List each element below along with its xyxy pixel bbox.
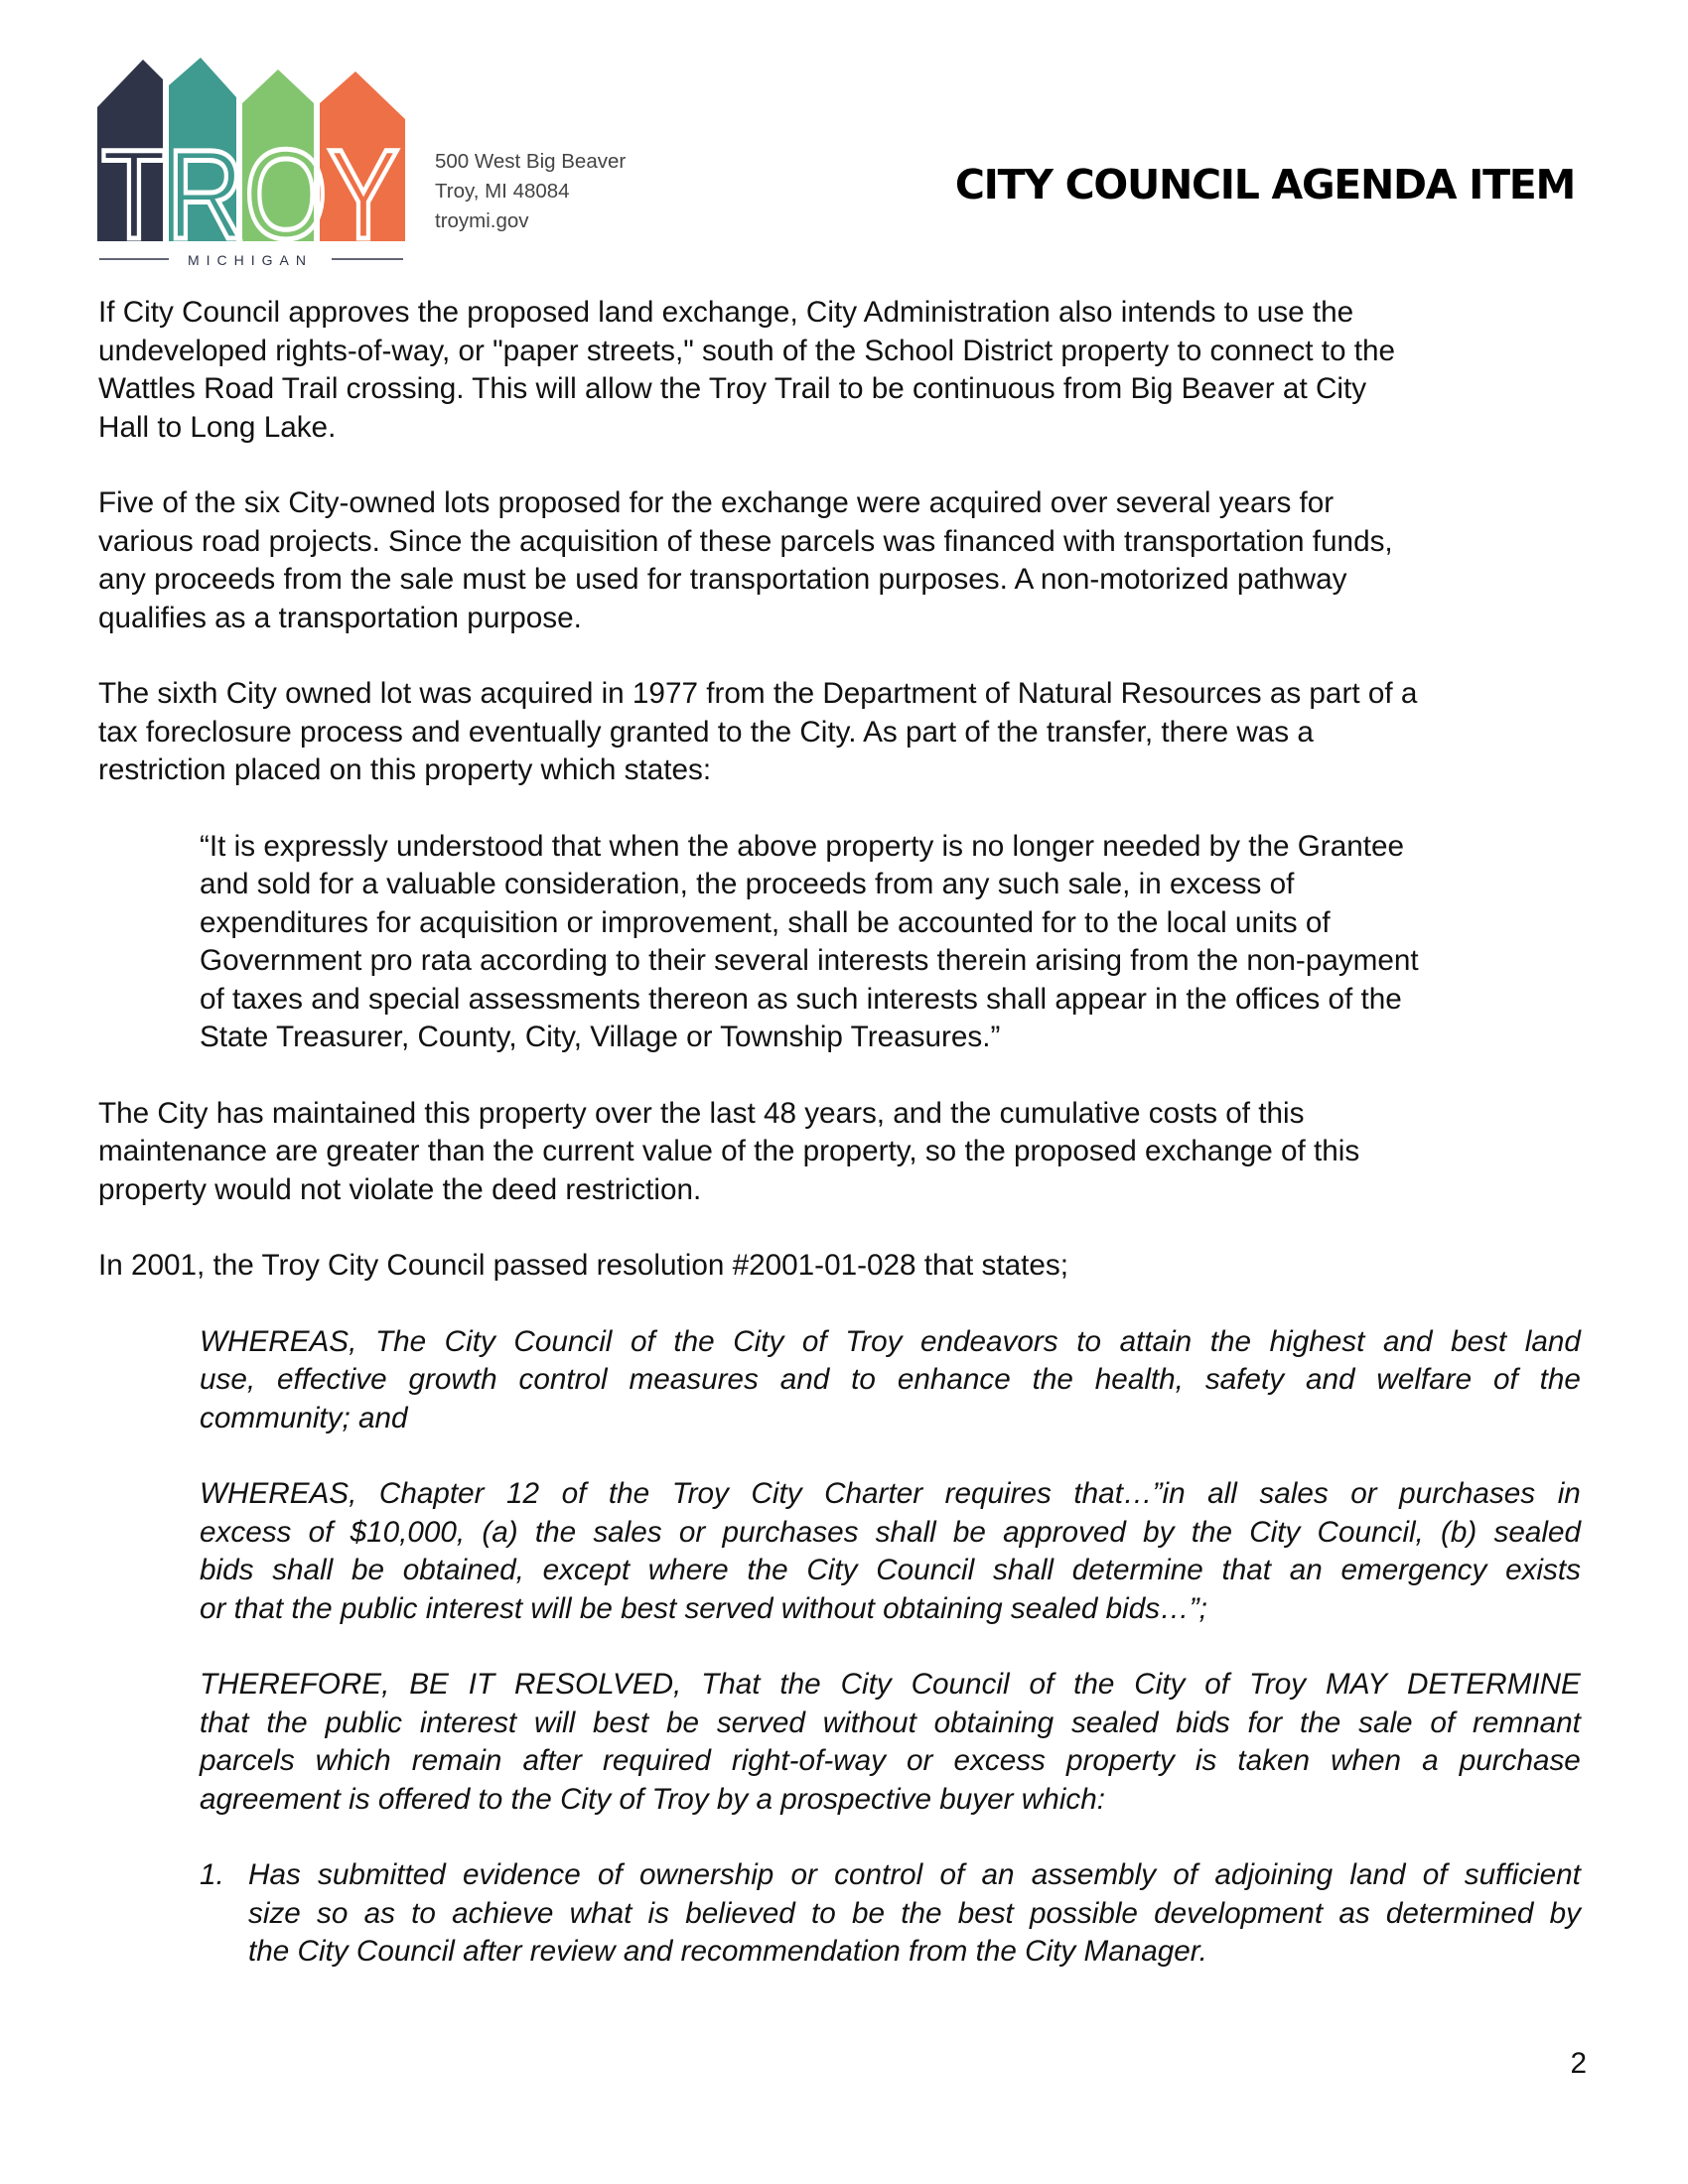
address-line-website: troymi.gov — [435, 209, 529, 232]
word: Council — [513, 1324, 613, 1358]
word: IT — [468, 1668, 495, 1701]
text-line: expenditures for acquisition or improvement, shall be accounted for to the local units of — [200, 905, 1331, 939]
word: shall — [272, 1554, 334, 1586]
address-line-street: 500 West Big Beaver — [435, 150, 627, 173]
word: size — [248, 1896, 301, 1930]
page-title: CITY COUNCIL AGENDA ITEM — [954, 161, 1575, 208]
text-line — [200, 1361, 1581, 1400]
word: the — [779, 1668, 821, 1701]
word: except — [542, 1554, 631, 1586]
word: endeavors — [920, 1324, 1058, 1358]
word: or — [790, 1858, 817, 1891]
text-line — [200, 1742, 1581, 1781]
text-line — [200, 1552, 1581, 1590]
text-line — [200, 1666, 1581, 1705]
word: is — [647, 1896, 669, 1930]
text-line: or that the public interest will be best served without obtaining sealed bids…”; — [200, 1591, 1207, 1625]
resolution-list-item-1 — [200, 1856, 1588, 1972]
word: Chapter — [378, 1477, 485, 1510]
word: DETERMINE — [1407, 1668, 1581, 1701]
word: determine — [1071, 1554, 1203, 1586]
word: welfare — [1376, 1363, 1473, 1396]
page-number: 2 — [1570, 2047, 1587, 2080]
resolution-therefore — [200, 1666, 1588, 1819]
text-line: agreement is offered to the City of Troy by a prospective buyer which: — [200, 1782, 1105, 1816]
word: the — [1073, 1668, 1115, 1701]
word: attain — [1119, 1324, 1193, 1358]
text-line: property would not violate the deed restriction. — [98, 1172, 702, 1206]
word: best — [957, 1896, 1014, 1930]
word: and — [779, 1363, 830, 1396]
text-line: tax foreclosure process and eventually granted to the City. As part of the transfer, there was a — [98, 715, 1314, 749]
word: City — [733, 1324, 784, 1358]
text-line: any proceeds from the sale must be used for transportation purposes. A non-motorized pathway — [98, 563, 1347, 596]
word: WHEREAS, — [200, 1477, 357, 1510]
word: the — [1209, 1324, 1252, 1358]
word: growth — [408, 1363, 497, 1396]
word: interest — [419, 1706, 517, 1739]
word: the — [608, 1477, 650, 1510]
word: determined — [1385, 1896, 1534, 1930]
word: City — [806, 1554, 858, 1586]
document-body — [98, 294, 1588, 2009]
text-line — [248, 1856, 1581, 1895]
word: ownership — [639, 1858, 774, 1891]
word: of — [1492, 1363, 1518, 1396]
word: of — [630, 1324, 655, 1358]
word: to — [411, 1896, 436, 1930]
word: control — [518, 1363, 608, 1396]
word: the — [1032, 1363, 1073, 1396]
word: achieve — [452, 1896, 554, 1930]
word: purchases — [1399, 1477, 1536, 1510]
word: evidence — [462, 1858, 581, 1891]
text-line — [200, 1475, 1581, 1514]
word: Council — [876, 1554, 975, 1586]
text-line — [248, 1895, 1581, 1934]
word: remnant — [1472, 1706, 1581, 1739]
text-line: undeveloped rights-of-way, or "paper streets," south of the School District property to connect to the — [98, 334, 1396, 367]
word: to — [851, 1363, 876, 1396]
word: of — [1204, 1668, 1230, 1701]
text-line: State Treasurer, County, City, Village or Township Treasures.” — [200, 1021, 1001, 1053]
word: a — [1422, 1744, 1439, 1777]
word: what — [569, 1896, 633, 1930]
paragraph-transportation-funds — [98, 484, 1588, 637]
word: Council, — [1317, 1515, 1424, 1549]
word: development — [1154, 1896, 1324, 1930]
word: shall — [992, 1554, 1055, 1586]
word: required — [602, 1744, 711, 1777]
word: purchase — [1459, 1744, 1581, 1777]
word: when — [1331, 1744, 1402, 1777]
logo-subtext: MICHIGAN — [188, 252, 313, 268]
word: Troy — [845, 1324, 903, 1358]
word: that — [1221, 1554, 1272, 1586]
word: adjoining — [1214, 1858, 1334, 1891]
word: requires — [944, 1477, 1052, 1510]
list-number: 1. — [200, 1858, 224, 1891]
word: RESOLVED, — [513, 1668, 682, 1701]
text-line: Government pro rata according to their several interests therein arising from the non-payment — [200, 944, 1419, 977]
word: assembly — [1031, 1858, 1157, 1891]
word: to — [1076, 1324, 1101, 1358]
text-line: maintenance are greater than the current value of the property, so the proposed exchange of this — [98, 1135, 1360, 1167]
word: of — [561, 1477, 587, 1510]
word: effective — [277, 1363, 387, 1396]
word: BE — [409, 1668, 449, 1701]
word: exists — [1505, 1554, 1581, 1586]
text-line: If City Council approves the proposed land exchange, City Administration also intends to use the — [98, 296, 1354, 329]
word: 12 — [506, 1477, 540, 1510]
word: after — [522, 1744, 582, 1777]
list-item-text — [248, 1856, 1588, 1972]
deed-restriction-quote — [200, 828, 1588, 1057]
word: an — [981, 1858, 1015, 1891]
word: Council — [911, 1668, 1010, 1701]
word: control — [834, 1858, 923, 1891]
word: of — [1029, 1668, 1055, 1701]
word: Charter — [824, 1477, 923, 1510]
word: (a) — [482, 1515, 518, 1549]
text-line: Wattles Road Trail crossing. This will allow the Troy Trail to be continuous from Big Beaver at City — [98, 372, 1367, 405]
city-address — [435, 147, 626, 236]
word: the — [1300, 1706, 1341, 1739]
word: best — [1451, 1324, 1507, 1358]
word: by — [1549, 1896, 1581, 1930]
word: be — [665, 1706, 700, 1739]
word: $10,000, — [350, 1515, 466, 1549]
word: an — [1289, 1554, 1323, 1586]
word: land — [1349, 1858, 1406, 1891]
word: best — [593, 1706, 649, 1739]
text-line: The sixth City owned lot was acquired in 1977 from the Department of Natural Resources as part of a — [98, 677, 1418, 710]
word: or — [1350, 1477, 1377, 1510]
word: to — [811, 1896, 836, 1930]
word: right-of-way — [731, 1744, 886, 1777]
paragraph-trail-connection — [98, 294, 1588, 447]
word: Troy — [1248, 1668, 1307, 1701]
text-line: “It is expressly understood that when the above property is no longer needed by the Grantee — [200, 829, 1404, 863]
word: be — [851, 1896, 885, 1930]
word: all — [1207, 1477, 1237, 1510]
word: and — [1305, 1363, 1355, 1396]
word: property — [1065, 1744, 1175, 1777]
word: WHEREAS, — [200, 1324, 357, 1358]
word: excess — [200, 1515, 292, 1549]
word: excess — [953, 1744, 1046, 1777]
word: public — [325, 1706, 403, 1739]
logo-wordmark: TROY — [101, 124, 399, 266]
word: by — [1143, 1515, 1175, 1549]
word: be — [952, 1515, 986, 1549]
word: Has — [248, 1858, 301, 1891]
word: so — [317, 1896, 349, 1930]
word: approved — [1003, 1515, 1126, 1549]
word: safety — [1204, 1363, 1285, 1396]
word: the — [1191, 1515, 1232, 1549]
word: sealed — [1070, 1706, 1159, 1739]
text-line: qualifies as a transportation purpose. — [98, 601, 582, 634]
word: and — [1382, 1324, 1433, 1358]
paragraph-maintenance-costs — [98, 1095, 1588, 1210]
troy-logo-graphic — [95, 58, 413, 276]
word: or — [678, 1515, 706, 1549]
word: obtained, — [402, 1554, 524, 1586]
text-line — [200, 1514, 1581, 1553]
word: be — [351, 1554, 384, 1586]
word: of — [598, 1858, 623, 1891]
word: City — [840, 1668, 892, 1701]
text-line: various road projects. Since the acquisition of these parcels was financed with transportation funds, — [98, 524, 1393, 558]
word: of — [308, 1515, 334, 1549]
word: sale — [1358, 1706, 1413, 1739]
resolution-whereas-1 — [200, 1323, 1588, 1438]
word: submitted — [318, 1858, 446, 1891]
text-line: In 2001, the Troy City Council passed resolution #2001-01-028 that states; — [98, 1249, 1068, 1282]
text-line: and sold for a valuable consideration, the proceeds from any such sale, in excess of — [200, 868, 1295, 900]
word: City — [751, 1477, 802, 1510]
word: health, — [1094, 1363, 1184, 1396]
paragraph-sixth-lot — [98, 675, 1588, 790]
word: City — [1134, 1668, 1186, 1701]
word: for — [1247, 1706, 1283, 1739]
word: served — [716, 1706, 805, 1739]
text-line: of taxes and special assessments thereon as such interests shall appear in the offices of the — [200, 982, 1402, 1016]
word: taken — [1237, 1744, 1311, 1777]
word: is — [1195, 1744, 1217, 1777]
word: the — [747, 1554, 788, 1586]
text-line: The City has maintained this property over the last 48 years, and the cumulative costs of this — [98, 1096, 1305, 1130]
word: emergency — [1340, 1554, 1487, 1586]
text-line — [200, 1705, 1581, 1743]
word: the — [901, 1896, 942, 1930]
word: Troy — [671, 1477, 729, 1510]
word: sales — [1259, 1477, 1329, 1510]
word: of — [1430, 1706, 1456, 1739]
word: which — [315, 1744, 391, 1777]
word: or — [907, 1744, 933, 1777]
word: as — [363, 1896, 395, 1930]
word: parcels — [200, 1744, 295, 1777]
word: possible — [1030, 1896, 1138, 1930]
word: enhance — [897, 1363, 1011, 1396]
word: sufficient — [1464, 1858, 1581, 1891]
word: City — [444, 1324, 495, 1358]
word: That — [701, 1668, 761, 1701]
word: of — [1173, 1858, 1198, 1891]
word: will — [534, 1706, 576, 1739]
word: The — [374, 1324, 427, 1358]
word: land — [1524, 1324, 1581, 1358]
word: remain — [411, 1744, 502, 1777]
word: (b) — [1441, 1515, 1477, 1549]
word: THEREFORE, — [200, 1668, 390, 1701]
word: sales — [593, 1515, 662, 1549]
word: MAY — [1325, 1668, 1388, 1701]
word: in — [1557, 1477, 1581, 1510]
word: where — [647, 1554, 729, 1586]
word: that — [200, 1706, 249, 1739]
word: the — [266, 1706, 308, 1739]
word: of — [801, 1324, 827, 1358]
word: measures — [629, 1363, 759, 1396]
word: the — [534, 1515, 577, 1549]
word: as — [1338, 1896, 1370, 1930]
text-line: Five of the six City-owned lots proposed for the exchange were acquired over several years for — [98, 486, 1335, 519]
word: sealed — [1493, 1515, 1581, 1549]
word: purchases — [722, 1515, 859, 1549]
word: the — [673, 1324, 715, 1358]
address-line-city: Troy, MI 48084 — [435, 180, 570, 203]
word: bids — [200, 1554, 254, 1586]
text-line: the City Council after review and recommendation from the City Manager. — [248, 1935, 1207, 1968]
word: bids — [1176, 1706, 1230, 1739]
word: that…”in — [1073, 1477, 1186, 1510]
word: of — [1422, 1858, 1448, 1891]
word: believed — [685, 1896, 795, 1930]
resolution-whereas-2 — [200, 1475, 1588, 1628]
text-line — [200, 1323, 1581, 1362]
paragraph-resolution-intro — [98, 1247, 1588, 1286]
word: without — [822, 1706, 916, 1739]
word: the — [1539, 1363, 1581, 1396]
word: highest — [1269, 1324, 1365, 1358]
word: shall — [875, 1515, 936, 1549]
text-line: community; and — [200, 1401, 408, 1434]
text-line: restriction placed on this property which states: — [98, 753, 712, 786]
word: obtaining — [933, 1706, 1055, 1739]
word: use, — [200, 1363, 256, 1396]
text-line: Hall to Long Lake. — [98, 410, 337, 444]
word: of — [939, 1858, 965, 1891]
word: City — [1249, 1515, 1301, 1549]
troy-logo — [95, 58, 413, 276]
